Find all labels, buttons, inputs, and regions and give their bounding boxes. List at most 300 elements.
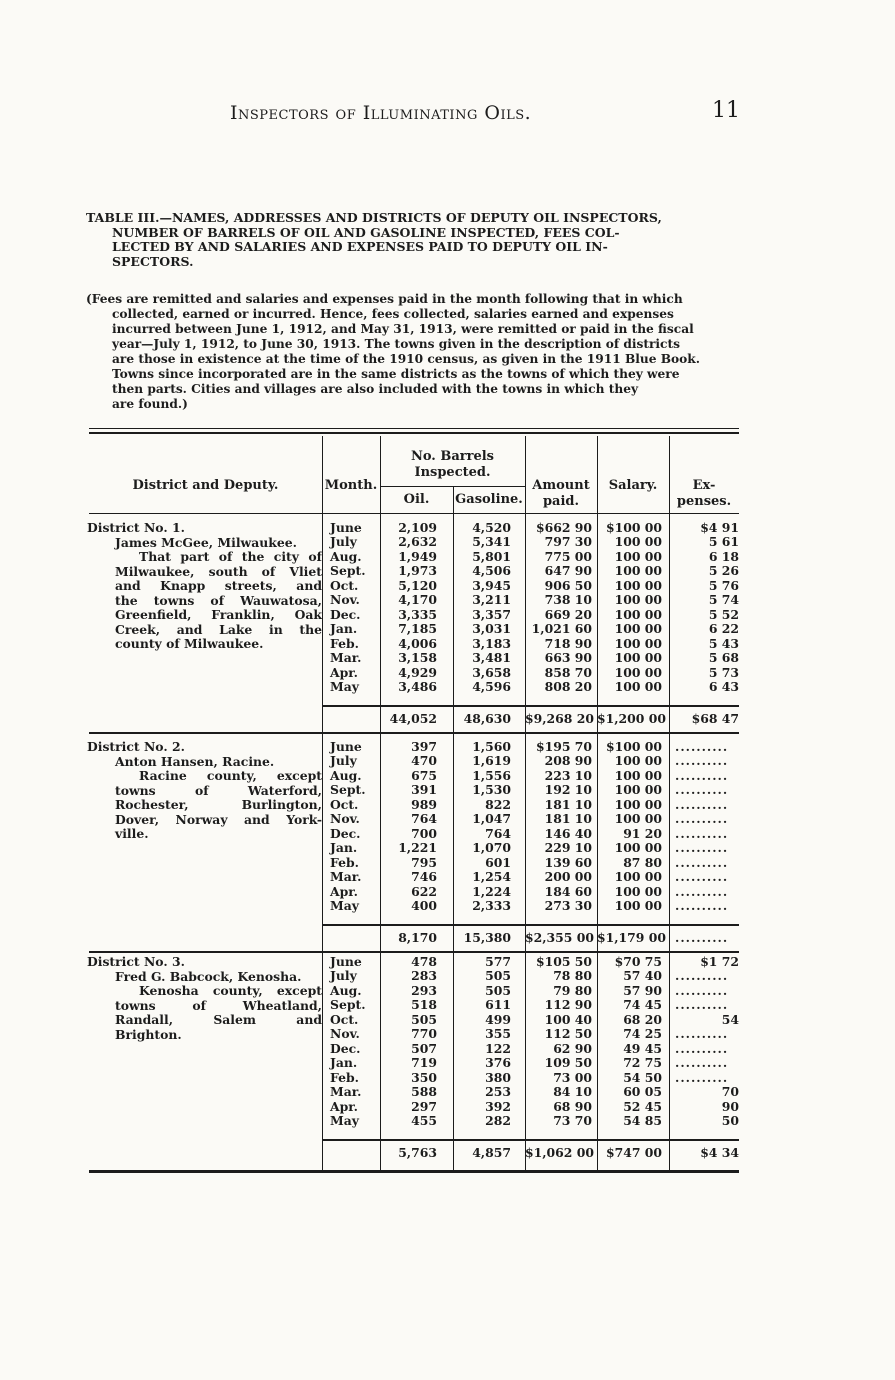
header-amount xyxy=(525,478,597,510)
oil-cell: 3,158 xyxy=(398,650,437,666)
gasoline-cell: 376 xyxy=(485,1055,511,1071)
gasoline-cell: 3,481 xyxy=(472,650,511,666)
expenses-cell: .......... xyxy=(675,854,729,870)
district-name: District No. 2. xyxy=(87,739,185,754)
salary-cell: 100 00 xyxy=(614,796,662,812)
gasoline-cell: 505 xyxy=(485,968,511,984)
expenses-cell: 6 18 xyxy=(708,548,739,564)
district-area-line: That part of the city of xyxy=(139,549,322,564)
oil-cell: 622 xyxy=(411,883,437,899)
salary-cell: $100 00 xyxy=(605,739,662,754)
district-area-line: Randall, Salem and xyxy=(115,1012,322,1027)
district-area-line: ville. xyxy=(115,826,149,841)
expenses-cell: 54 xyxy=(721,1011,739,1027)
district-name: District No. 3. xyxy=(87,954,185,969)
oil-cell: 4,929 xyxy=(398,664,437,680)
note-line: incurred between June 1, 1912, and May 31, 1913, were remitted or paid in the fiscal xyxy=(112,322,694,336)
expenses-cell: .......... xyxy=(675,1026,729,1042)
month-cell: June xyxy=(330,520,362,535)
salary-cell: 54 85 xyxy=(623,1112,662,1128)
table-row xyxy=(0,998,895,1013)
month-cell: Feb. xyxy=(330,635,359,651)
amount-cell: 184 60 xyxy=(544,883,592,899)
amount-cell: 797 30 xyxy=(544,534,592,550)
gasoline-cell: 355 xyxy=(485,1026,511,1042)
header-salary: Salary. xyxy=(608,478,658,493)
oil-cell: 518 xyxy=(411,997,437,1013)
month-cell: May xyxy=(330,1112,359,1128)
month-cell: Nov. xyxy=(330,592,360,608)
month-cell: Jan. xyxy=(330,621,358,637)
header-expenses xyxy=(669,478,739,510)
month-cell: Apr. xyxy=(330,1098,358,1114)
caption-line: SPECTORS. xyxy=(112,253,194,269)
salary-cell: 100 00 xyxy=(614,753,662,769)
oil-cell: 455 xyxy=(411,1112,437,1128)
table-row xyxy=(0,521,895,536)
month-cell: July xyxy=(330,753,357,769)
gasoline-cell: 3,211 xyxy=(472,592,511,608)
oil-cell: 293 xyxy=(411,982,437,998)
oil-cell: 1,221 xyxy=(398,840,437,856)
table-row xyxy=(0,870,895,885)
amount-cell: 146 40 xyxy=(544,825,592,841)
table-row xyxy=(0,827,895,842)
amount-cell: 775 00 xyxy=(544,548,592,564)
oil-cell: 770 xyxy=(411,1026,437,1042)
salary-cell: 100 00 xyxy=(614,840,662,856)
table-row xyxy=(0,955,895,970)
amount-cell: 73 70 xyxy=(553,1112,592,1128)
total-expenses-cell: .......... xyxy=(675,930,729,946)
amount-cell: 79 80 xyxy=(553,982,592,998)
month-cell: Oct. xyxy=(330,1011,359,1027)
note-line: then parts. Cities and villages are also included with the towns in which they xyxy=(112,382,639,396)
salary-cell: 100 00 xyxy=(614,869,662,885)
table-row xyxy=(0,783,895,798)
expenses-cell: .......... xyxy=(675,753,729,769)
amount-cell: 78 80 xyxy=(553,968,592,984)
oil-cell: 400 xyxy=(411,897,437,913)
salary-cell: 91 20 xyxy=(623,825,662,841)
expenses-cell: 5 74 xyxy=(708,592,739,608)
expenses-cell: 90 xyxy=(721,1098,739,1114)
district-separator xyxy=(89,732,739,734)
gasoline-cell: 611 xyxy=(485,997,511,1013)
table-row xyxy=(0,1042,895,1057)
gasoline-cell: 505 xyxy=(485,982,511,998)
header-amount-line: paid. xyxy=(542,494,580,509)
expenses-cell: 5 43 xyxy=(708,635,739,651)
table-row xyxy=(0,841,895,856)
gasoline-cell: 3,183 xyxy=(472,635,511,651)
salary-cell: 68 20 xyxy=(623,1011,662,1027)
salary-cell: 100 00 xyxy=(614,621,662,637)
gasoline-cell: 3,031 xyxy=(472,621,511,637)
amount-cell: $195 70 xyxy=(535,739,592,754)
expenses-cell: 5 61 xyxy=(708,534,739,550)
salary-cell: 100 00 xyxy=(614,897,662,913)
month-cell: July xyxy=(330,534,357,550)
district-area-line: county of Milwaukee. xyxy=(115,636,264,651)
salary-cell: 100 00 xyxy=(614,635,662,651)
salary-cell: 57 90 xyxy=(623,982,662,998)
total-amount-cell: $9,268 20 xyxy=(525,711,594,727)
gasoline-cell: 1,224 xyxy=(472,883,511,899)
amount-cell: 718 90 xyxy=(544,635,592,651)
gasoline-cell: 2,333 xyxy=(472,897,511,913)
district-area-line: Dover, Norway and York- xyxy=(115,811,322,827)
salary-cell: 100 00 xyxy=(614,650,662,666)
amount-cell: 273 30 xyxy=(544,897,592,913)
deputy-name: Anton Hansen, Racine. xyxy=(115,753,275,769)
expenses-cell: .......... xyxy=(675,883,729,899)
gasoline-cell: 253 xyxy=(485,1084,511,1100)
table-row xyxy=(0,812,895,827)
table-row xyxy=(0,1027,895,1042)
oil-cell: 3,335 xyxy=(398,606,437,622)
barrels-group-rule xyxy=(380,486,525,487)
expenses-cell: 70 xyxy=(721,1084,739,1100)
page-number: 11 xyxy=(712,98,740,123)
month-cell: Dec. xyxy=(330,1040,361,1056)
gasoline-cell: 3,658 xyxy=(472,664,511,680)
salary-cell: 100 00 xyxy=(614,534,662,550)
salary-cell: 87 80 xyxy=(623,854,662,870)
oil-cell: 297 xyxy=(411,1098,437,1114)
gasoline-cell: 1,047 xyxy=(472,811,511,827)
table-row xyxy=(0,564,895,579)
table-row xyxy=(0,1085,895,1100)
gasoline-cell: 1,070 xyxy=(472,840,511,856)
table-row xyxy=(0,899,895,914)
table-row xyxy=(0,651,895,666)
table-row xyxy=(0,637,895,652)
total-amount-cell: $2,355 00 xyxy=(525,930,594,946)
oil-cell: 588 xyxy=(411,1084,437,1100)
amount-cell: 73 00 xyxy=(553,1069,592,1085)
expenses-cell: 5 26 xyxy=(708,563,739,579)
amount-cell: $105 50 xyxy=(535,954,592,969)
expenses-cell: .......... xyxy=(675,997,729,1013)
amount-cell: 223 10 xyxy=(544,767,592,783)
month-cell: Nov. xyxy=(330,811,360,827)
expenses-cell: .......... xyxy=(675,840,729,856)
salary-cell: 57 40 xyxy=(623,968,662,984)
gasoline-cell: 1,556 xyxy=(472,767,511,783)
month-cell: Apr. xyxy=(330,664,358,680)
district-area-line: towns of Wheatland, xyxy=(115,997,322,1013)
table-row xyxy=(0,1100,895,1115)
oil-cell: 507 xyxy=(411,1040,437,1056)
amount-cell: 181 10 xyxy=(544,811,592,827)
month-cell: Mar. xyxy=(330,869,362,885)
amount-cell: 208 90 xyxy=(544,753,592,769)
expenses-cell: .......... xyxy=(675,869,729,885)
caption-line: NUMBER OF BARRELS OF OIL AND GASOLINE INSPECTED, FEES COL- xyxy=(112,224,620,240)
amount-cell: 738 10 xyxy=(544,592,592,608)
expenses-cell: 5 76 xyxy=(708,577,739,593)
expenses-cell: 5 52 xyxy=(708,606,739,622)
header-bottom-rule xyxy=(89,513,739,514)
district-area-line: Kenosha county, except xyxy=(139,983,322,998)
gasoline-cell: 3,357 xyxy=(472,606,511,622)
month-cell: Oct. xyxy=(330,796,359,812)
salary-cell: 100 00 xyxy=(614,678,662,694)
total-rule xyxy=(322,705,739,707)
month-cell: Feb. xyxy=(330,1069,359,1085)
total-salary-cell: $1,200 00 xyxy=(597,711,666,727)
district-area-line: Greenfield, Franklin, Oak xyxy=(115,607,322,622)
district-name: District No. 1. xyxy=(87,520,185,535)
deputy-name: James McGee, Milwaukee. xyxy=(115,534,297,550)
salary-cell: 100 00 xyxy=(614,664,662,680)
salary-cell: $100 00 xyxy=(605,520,662,535)
table-row xyxy=(0,969,895,984)
district-area-line: the towns of Wauwatosa, xyxy=(115,592,322,608)
district-area-line: Racine county, except xyxy=(139,768,322,783)
amount-cell: 84 10 xyxy=(553,1084,592,1100)
oil-cell: 7,185 xyxy=(398,621,437,637)
month-cell: May xyxy=(330,897,359,913)
table-note xyxy=(86,292,746,412)
gasoline-cell: 282 xyxy=(485,1112,511,1128)
header-barrels-line: No. Barrels xyxy=(410,449,494,464)
amount-cell: 112 90 xyxy=(544,997,592,1013)
note-line: collected, earned or incurred. Hence, fees collected, salaries earned and expenses xyxy=(112,307,674,321)
total-salary-cell: $1,179 00 xyxy=(597,930,666,946)
oil-cell: 1,973 xyxy=(398,563,437,579)
oil-cell: 675 xyxy=(411,767,437,783)
amount-cell: 200 00 xyxy=(544,869,592,885)
gasoline-cell: 122 xyxy=(485,1040,511,1056)
total-row xyxy=(0,1146,895,1161)
caption-line: TABLE III.—NAMES, ADDRESSES AND DISTRICTS OF DEPUTY OIL INSPECTORS, xyxy=(86,210,662,225)
district-area-line: towns of Waterford, xyxy=(115,782,322,798)
oil-cell: 470 xyxy=(411,753,437,769)
gasoline-cell: 822 xyxy=(485,796,511,812)
table-bottom-rule xyxy=(89,1170,739,1173)
gasoline-cell: 1,530 xyxy=(472,782,511,798)
amount-cell: 68 90 xyxy=(553,1098,592,1114)
table-row xyxy=(0,622,895,637)
table-row xyxy=(0,680,895,695)
total-rule xyxy=(322,1139,739,1141)
gasoline-cell: 5,341 xyxy=(472,534,511,550)
note-line: year—July 1, 1912, to June 30, 1913. The towns given in the description of districts xyxy=(112,337,680,351)
salary-cell: 100 00 xyxy=(614,606,662,622)
month-cell: June xyxy=(330,954,362,969)
table-row xyxy=(0,550,895,565)
expenses-cell: .......... xyxy=(675,982,729,998)
month-cell: Sept. xyxy=(330,563,366,579)
expenses-cell: 6 22 xyxy=(708,621,739,637)
month-cell: Jan. xyxy=(330,1055,358,1071)
oil-cell: 283 xyxy=(411,968,437,984)
gasoline-cell: 392 xyxy=(485,1098,511,1114)
oil-cell: 2,109 xyxy=(398,520,437,535)
oil-cell: 4,170 xyxy=(398,592,437,608)
month-cell: Mar. xyxy=(330,650,362,666)
table-row xyxy=(0,798,895,813)
table-caption xyxy=(86,211,746,269)
expenses-cell: .......... xyxy=(675,825,729,841)
amount-cell: $662 90 xyxy=(535,520,592,535)
salary-cell: 52 45 xyxy=(623,1098,662,1114)
salary-cell: 100 00 xyxy=(614,592,662,608)
month-cell: Aug. xyxy=(330,767,362,783)
amount-cell: 669 20 xyxy=(544,606,592,622)
header-gasoline: Gasoline. xyxy=(455,492,523,507)
total-row xyxy=(0,712,895,727)
amount-cell: 100 40 xyxy=(544,1011,592,1027)
table-row xyxy=(0,856,895,871)
salary-cell: 100 00 xyxy=(614,548,662,564)
note-line: Towns since incorporated are in the same districts as the towns of which they were xyxy=(112,367,680,381)
oil-cell: 795 xyxy=(411,854,437,870)
table-row xyxy=(0,1013,895,1028)
expenses-cell: 5 68 xyxy=(708,650,739,666)
total-expenses-cell: $4 34 xyxy=(700,1145,739,1161)
amount-cell: 139 60 xyxy=(544,854,592,870)
month-cell: Nov. xyxy=(330,1026,360,1042)
gasoline-cell: 4,520 xyxy=(472,520,511,535)
oil-cell: 3,486 xyxy=(398,678,437,694)
amount-cell: 663 90 xyxy=(544,650,592,666)
expenses-cell: $4 91 xyxy=(700,520,739,535)
oil-cell: 505 xyxy=(411,1011,437,1027)
amount-cell: 192 10 xyxy=(544,782,592,798)
caption-line: LECTED BY AND SALARIES AND EXPENSES PAID TO DEPUTY OIL IN- xyxy=(112,239,608,254)
amount-cell: 808 20 xyxy=(544,678,592,694)
amount-cell: 647 90 xyxy=(544,563,592,579)
gasoline-cell: 4,506 xyxy=(472,563,511,579)
expenses-cell: .......... xyxy=(675,767,729,783)
oil-cell: 989 xyxy=(411,796,437,812)
note-line: are found.) xyxy=(112,397,188,411)
expenses-cell: .......... xyxy=(675,1055,729,1071)
oil-cell: 5,120 xyxy=(398,577,437,593)
table-row xyxy=(0,579,895,594)
total-oil-cell: 8,170 xyxy=(398,930,437,946)
month-cell: Aug. xyxy=(330,982,362,998)
table-row xyxy=(0,769,895,784)
total-gasoline-cell: 15,380 xyxy=(463,930,511,946)
expenses-cell: 6 43 xyxy=(708,678,739,694)
note-line: are those in existence at the time of the 1910 census, as given in the 1911 Blue Book. xyxy=(112,352,700,366)
salary-cell: 49 45 xyxy=(623,1040,662,1056)
total-row xyxy=(0,931,895,946)
oil-cell: 4,006 xyxy=(398,635,437,651)
gasoline-cell: 499 xyxy=(485,1011,511,1027)
total-gasoline-cell: 4,857 xyxy=(472,1145,511,1161)
table-top-rule xyxy=(89,432,739,434)
table-top-rule xyxy=(89,428,739,429)
month-cell: Jan. xyxy=(330,840,358,856)
total-rule xyxy=(322,924,739,926)
salary-cell: 72 75 xyxy=(623,1055,662,1071)
header-district: District and Deputy. xyxy=(132,478,279,493)
oil-cell: 1,949 xyxy=(398,548,437,564)
header-amount-line: Amount xyxy=(532,478,590,493)
expenses-cell: .......... xyxy=(675,1069,729,1085)
table-row xyxy=(0,984,895,999)
expenses-cell: .......... xyxy=(675,968,729,984)
district-area-line: Creek, and Lake in the xyxy=(115,621,322,637)
salary-cell: 100 00 xyxy=(614,563,662,579)
month-cell: Dec. xyxy=(330,825,361,841)
gasoline-cell: 3,945 xyxy=(472,577,511,593)
header-barrels-line: Inspected. xyxy=(414,465,491,480)
salary-cell: 54 50 xyxy=(623,1069,662,1085)
table-row xyxy=(0,1114,895,1129)
table-row xyxy=(0,1056,895,1071)
salary-cell: 100 00 xyxy=(614,577,662,593)
gasoline-cell: 601 xyxy=(485,854,511,870)
expenses-cell: .......... xyxy=(675,782,729,798)
gasoline-cell: 577 xyxy=(485,954,511,969)
salary-cell: 100 00 xyxy=(614,767,662,783)
oil-cell: 700 xyxy=(411,825,437,841)
salary-cell: 74 25 xyxy=(623,1026,662,1042)
expenses-cell: 5 73 xyxy=(708,664,739,680)
month-cell: Feb. xyxy=(330,854,359,870)
expenses-cell: 50 xyxy=(721,1112,739,1128)
table-row xyxy=(0,885,895,900)
table-row xyxy=(0,1071,895,1086)
table-row xyxy=(0,666,895,681)
header-barrels xyxy=(380,449,525,481)
month-cell: Mar. xyxy=(330,1084,362,1100)
expenses-cell: .......... xyxy=(675,796,729,812)
salary-cell: $70 75 xyxy=(614,954,662,969)
district-area-line: Brighton. xyxy=(115,1026,182,1042)
header-month: Month. xyxy=(324,478,378,493)
total-oil-cell: 5,763 xyxy=(398,1145,437,1161)
table-row xyxy=(0,740,895,755)
total-gasoline-cell: 48,630 xyxy=(463,711,511,727)
month-cell: Oct. xyxy=(330,577,359,593)
month-cell: Sept. xyxy=(330,997,366,1013)
salary-cell: 100 00 xyxy=(614,782,662,798)
gasoline-cell: 380 xyxy=(485,1069,511,1085)
amount-cell: 181 10 xyxy=(544,796,592,812)
oil-cell: 719 xyxy=(411,1055,437,1071)
oil-cell: 397 xyxy=(411,739,437,754)
gasoline-cell: 1,560 xyxy=(472,739,511,754)
month-cell: Sept. xyxy=(330,782,366,798)
running-title: Inspectors of Illuminating Oils. xyxy=(230,102,532,124)
month-cell: May xyxy=(330,678,359,694)
table-row xyxy=(0,535,895,550)
salary-cell: 100 00 xyxy=(614,811,662,827)
header-expenses-line: penses. xyxy=(676,494,732,509)
month-cell: Apr. xyxy=(330,883,358,899)
note-line: (Fees are remitted and salaries and expenses paid in the month following that in which xyxy=(86,292,683,306)
table-row xyxy=(0,754,895,769)
header-oil: Oil. xyxy=(403,492,430,507)
oil-cell: 350 xyxy=(411,1069,437,1085)
gasoline-cell: 764 xyxy=(485,825,511,841)
amount-cell: 109 50 xyxy=(544,1055,592,1071)
running-head xyxy=(0,98,895,128)
month-cell: Aug. xyxy=(330,548,362,564)
expenses-cell: .......... xyxy=(675,897,729,913)
expenses-cell: .......... xyxy=(675,811,729,827)
table-row xyxy=(0,593,895,608)
amount-cell: 906 50 xyxy=(544,577,592,593)
gasoline-cell: 1,254 xyxy=(472,869,511,885)
